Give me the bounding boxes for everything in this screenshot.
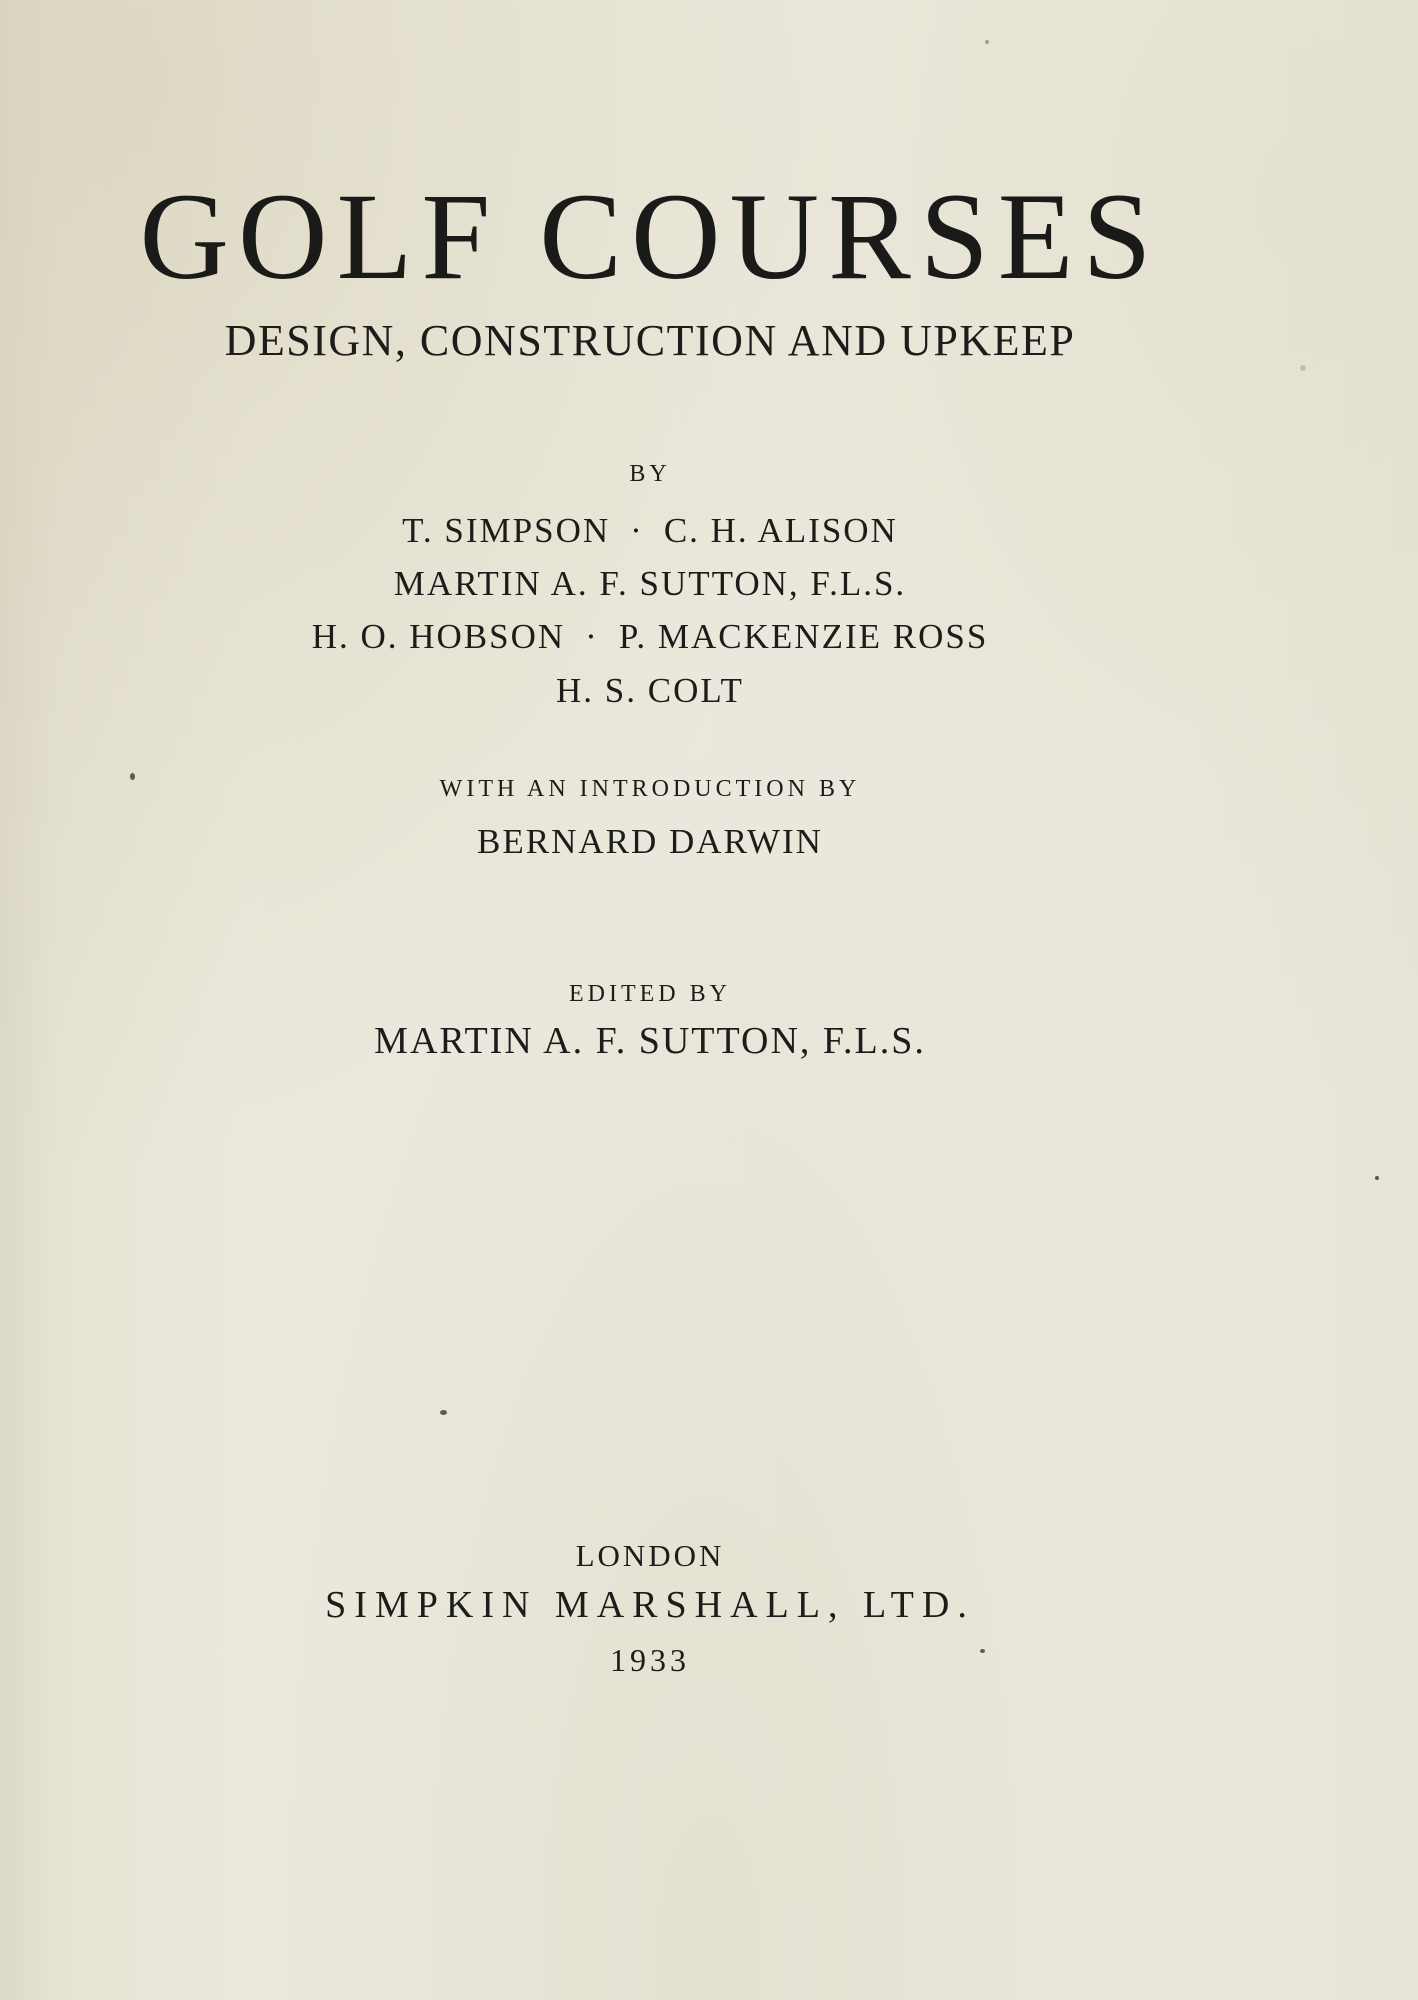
paper-speck <box>980 1649 985 1653</box>
author-line-1 <box>0 510 1300 552</box>
paper-speck <box>1300 365 1306 371</box>
book-title: GOLF COURSES <box>139 168 1161 305</box>
author-alison: C. H. ALISON <box>663 511 898 550</box>
author-separator: · <box>630 511 644 550</box>
author-line-3 <box>0 616 1300 658</box>
paper-speck <box>1375 1176 1379 1180</box>
publication-city: LONDON <box>575 1538 725 1573</box>
introduction-label: WITH AN INTRODUCTION BY <box>439 776 861 802</box>
introduction-author: BERNARD DARWIN <box>477 822 823 861</box>
edited-by-label: EDITED BY <box>569 981 731 1007</box>
editor-name: MARTIN A. F. SUTTON, F.L.S. <box>374 1020 926 1062</box>
book-subtitle: DESIGN, CONSTRUCTION AND UPKEEP <box>224 316 1076 365</box>
author-colt: H. S. COLT <box>556 671 744 710</box>
by-label: BY <box>629 461 671 487</box>
author-line-2 <box>0 563 1300 605</box>
paper-speck <box>440 1410 447 1415</box>
author-hobson: H. O. HOBSON <box>311 617 566 656</box>
author-separator: · <box>585 617 599 656</box>
author-simpson: T. SIMPSON <box>402 511 611 550</box>
publication-year: 1933 <box>610 1642 690 1678</box>
author-mackenzie-ross: P. MACKENZIE ROSS <box>618 617 989 656</box>
paper-speck <box>985 40 989 44</box>
author-sutton: MARTIN A. F. SUTTON, F.L.S. <box>393 564 907 603</box>
publisher-name: SIMPKIN MARSHALL, LTD. <box>325 1584 975 1626</box>
author-line-4 <box>0 670 1300 712</box>
paper-speck <box>130 773 135 780</box>
